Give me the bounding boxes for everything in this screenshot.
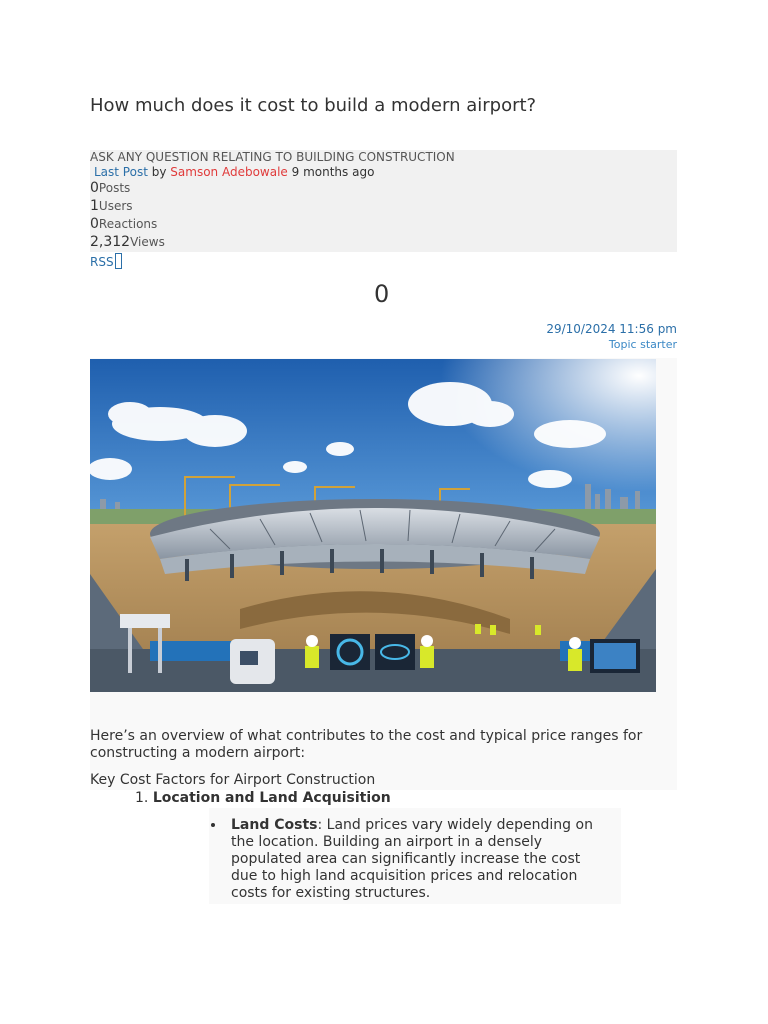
list-item [135,790,391,806]
post-overview-paragraph: Here’s an overview of what contributes to the cost and typical price ranges for constructing a modern airport: [90,728,643,761]
stat-label: Reactions [98,217,158,231]
airport-construction-image [90,359,656,692]
stat-value: 0 [90,180,99,196]
post-date[interactable]: 29/10/2024 11:56 pm [546,322,677,336]
last-post-line [94,165,374,179]
vote-count: 0 [374,280,390,308]
topic-title: How much does it cost to build a modern airport? [90,95,537,116]
bullet-item-land-costs [231,817,606,902]
stat-views [90,234,165,250]
stat-label: Posts [98,181,131,195]
forum-category[interactable]: ASK ANY QUESTION RELATING TO BUILDING CONSTRUCTION [90,150,455,164]
time-ago: 9 months ago [291,165,375,179]
stat-value: 2,312 [90,234,131,250]
rss-link[interactable] [90,253,122,269]
stat-label: Views [130,235,165,249]
stat-label: Users [98,199,133,213]
rss-label: RSS [90,255,114,269]
list-number: 1. [135,790,149,806]
stat-reactions [90,216,157,232]
stat-users [90,198,133,214]
bullet-term: Land Costs [231,817,318,833]
bullet-dot [211,823,215,827]
list-heading: Location and Land Acquisition [152,790,391,806]
bullet-text: : Land prices vary widely depending on the location. Building an airport in a densely populated area can significantly increase the cost due to high land acquisition prices and relocation costs for existing structures. [231,817,593,901]
forum-info-box [90,150,677,252]
stat-value: 1 [90,198,99,214]
last-post-link[interactable]: Last Post [94,165,148,179]
rss-icon [115,253,122,269]
by-text: by [151,165,167,179]
key-factors-heading: Key Cost Factors for Airport Construction [90,772,376,788]
stat-posts [90,180,130,196]
author-link[interactable]: Samson Adebowale [170,165,288,179]
topic-starter-badge: Topic starter [608,338,677,351]
stat-value: 0 [90,216,99,232]
